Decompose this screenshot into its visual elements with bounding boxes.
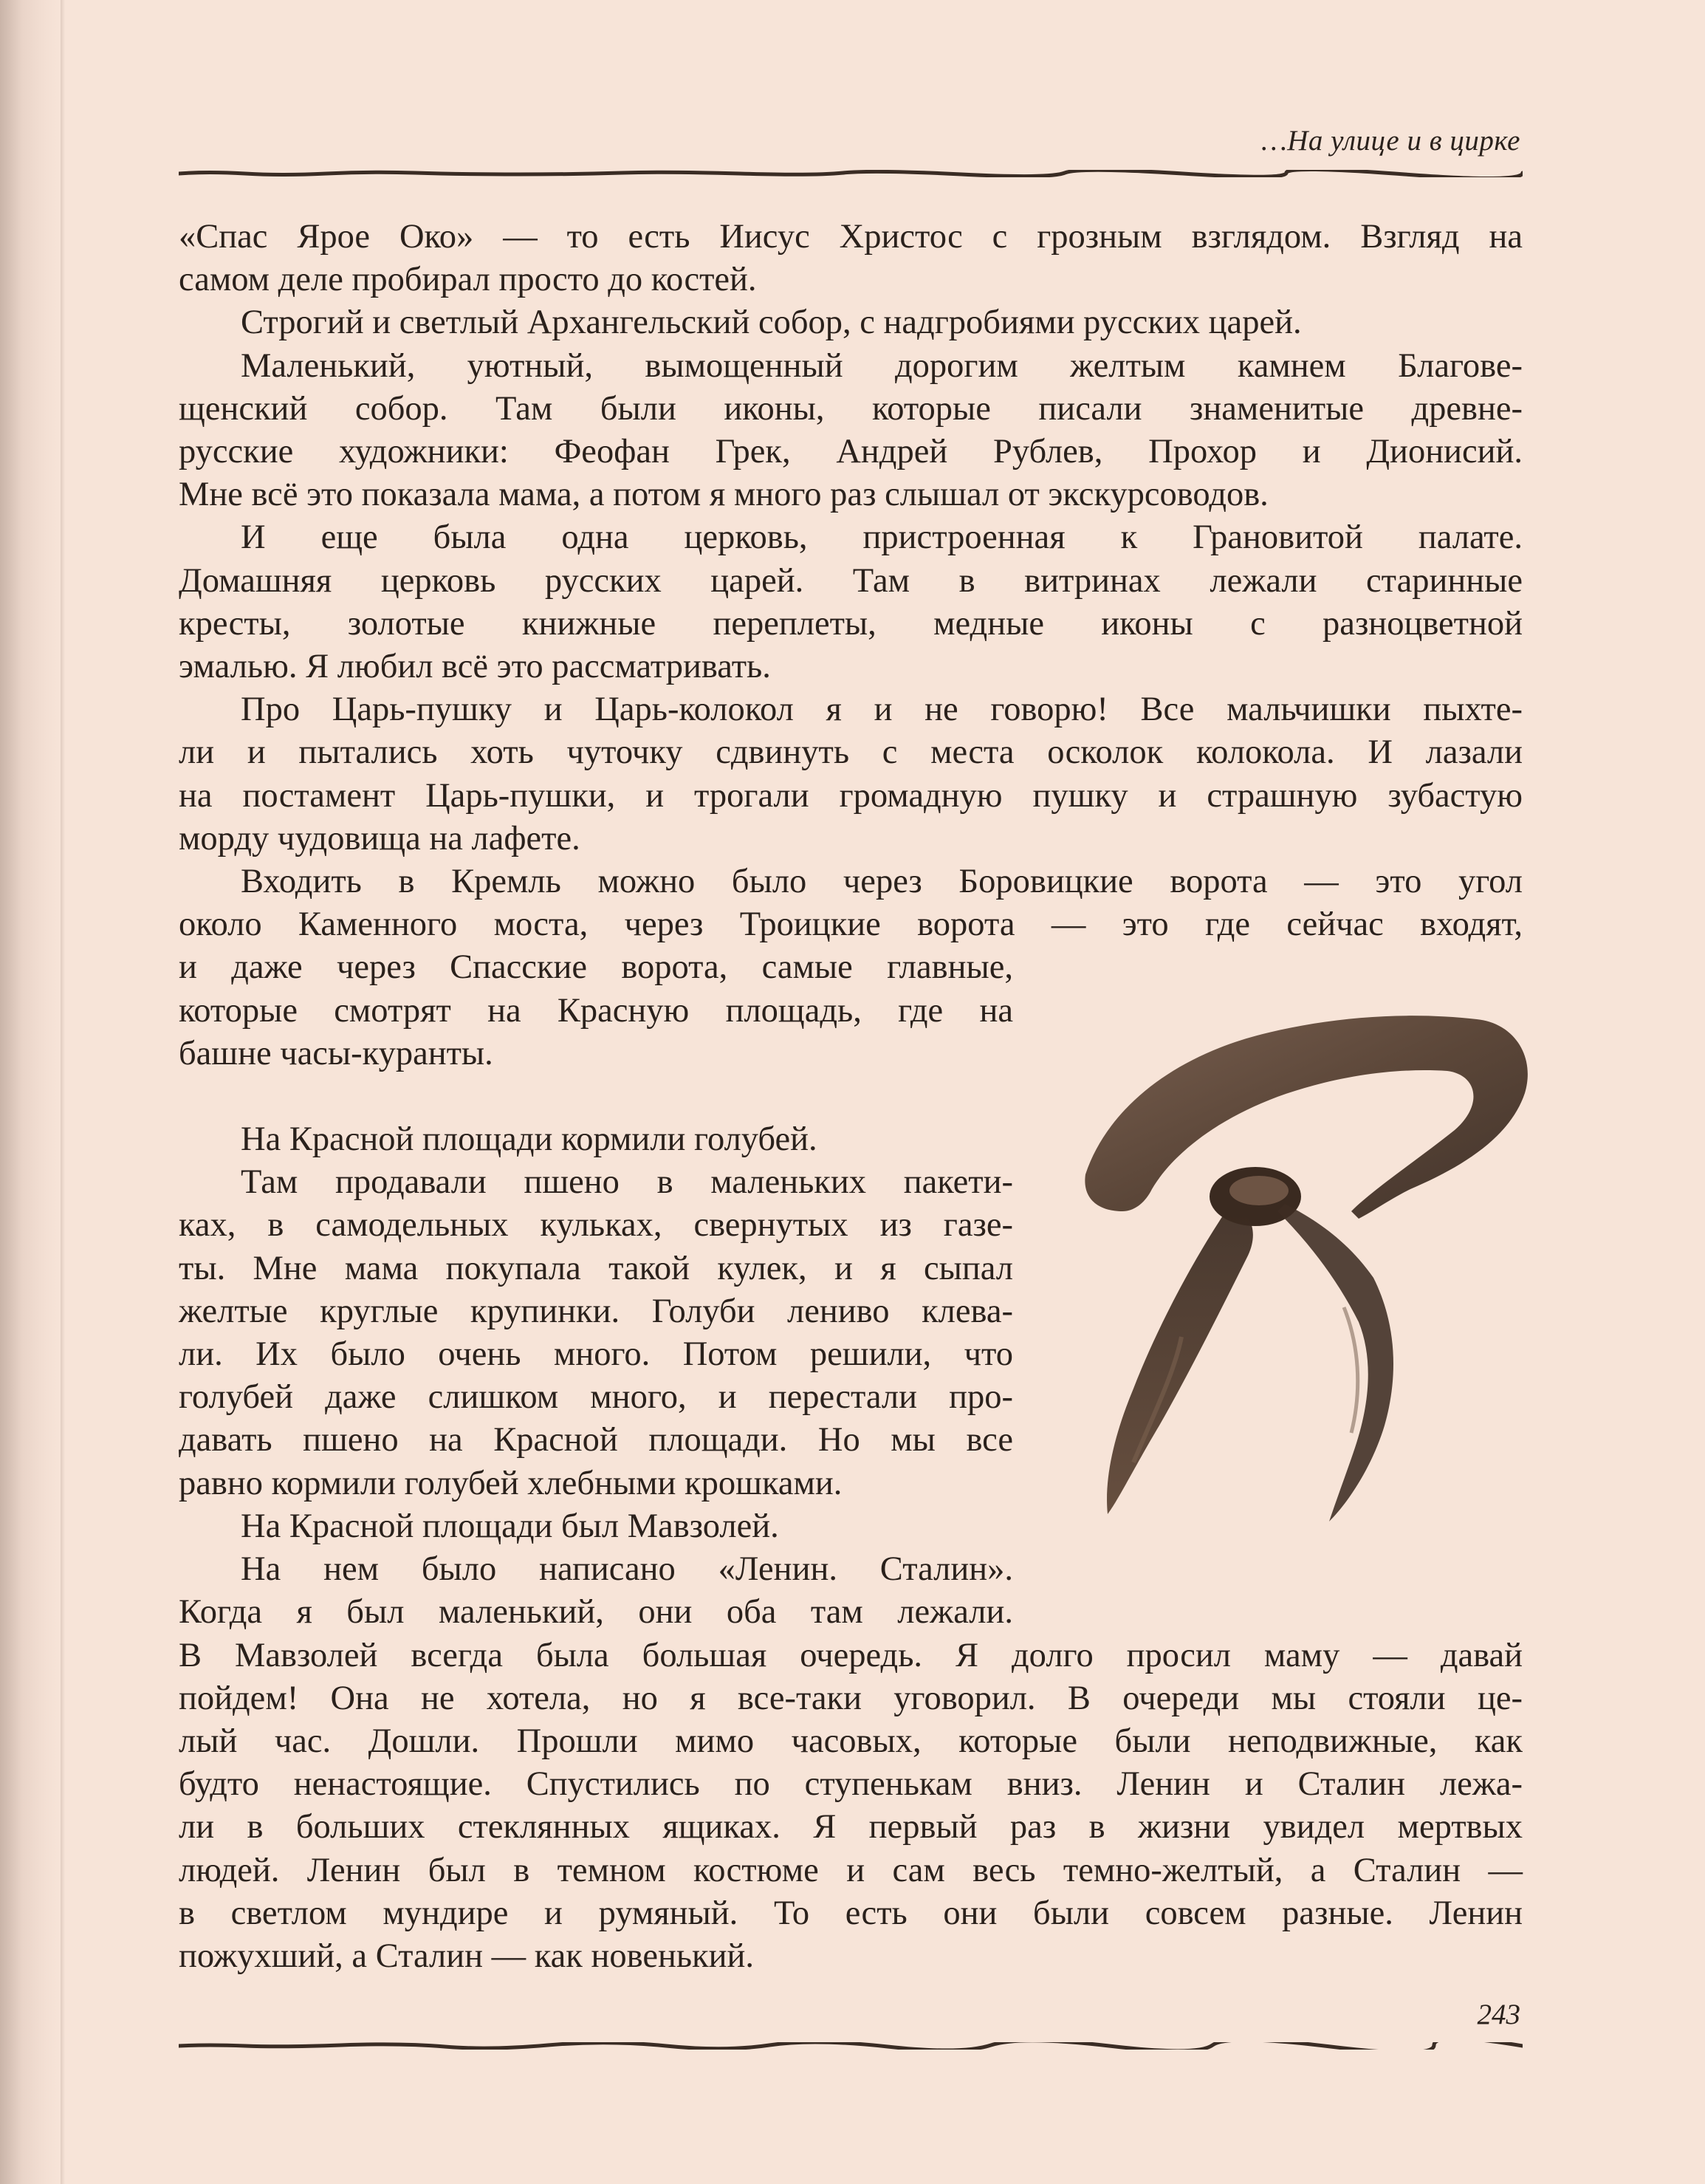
paragraph-8-line-4: желтые круглые крупинки. Голуби лениво клева- (179, 1292, 1013, 1330)
paragraph-8-line-6: голубей даже слишком много, и перестали про- (179, 1378, 1013, 1417)
paragraph-6-line-5: башне часы-куранты. (179, 1034, 493, 1072)
paragraph-10-line-7: ли в больших стеклянных ящиках. Я первый раз в жизни увидел мертвых (179, 1808, 1523, 1846)
paragraph-5-line-4: морду чудовища на лафете. (179, 819, 580, 857)
paragraph-10-line-6: будто ненастоящие. Спустились по ступенькам вниз. Ленин и Сталин лежа- (179, 1765, 1523, 1804)
paragraph-8-line-5: ли. Их было очень много. Потом решили, что (179, 1335, 1013, 1374)
paragraph-4-line-2: Домашняя церковь русских царей. Там в витринах лежали старинные (179, 561, 1523, 600)
paragraph-4-line-1: И еще была одна церковь, пристроенная к Грановитой палате. (241, 518, 1523, 557)
paragraph-10-line-10: пожухший, а Сталин — как новенький. (179, 1937, 755, 1975)
paragraph-4-line-3: кресты, золотые книжные переплеты, медные иконы с разноцветной (179, 604, 1523, 643)
paragraph-8-line-7: давать пшено на Красной площади. Но мы все (179, 1421, 1013, 1459)
running-title: …На улице и в цирке (1261, 125, 1520, 157)
paragraph-6-line-1: Входить в Кремль можно было через Боровицкие ворота — это угол (241, 863, 1523, 901)
paragraph-6-line-3: и даже через Спасские ворота, самые главные, (179, 948, 1013, 987)
paragraph-1-line-1: «Спас Ярое Око» — то есть Иисус Христос с грозным взглядом. Взгляд на (179, 218, 1523, 256)
neckerchief-illustration (1063, 990, 1536, 1581)
paragraph-6-line-4: которые смотрят на Красную площадь, где на (179, 991, 1013, 1030)
paragraph-6-line-2: около Каменного моста, через Троицкие ворота — это где сейчас входят, (179, 906, 1523, 944)
paragraph-7-line-1: На Красной площади кормили голубей. (241, 1120, 817, 1159)
paragraph-8-line-1: Там продавали пшено в маленьких пакети- (241, 1163, 1013, 1202)
paragraph-10-line-2: Когда я был маленький, они оба там лежали. (179, 1593, 1013, 1632)
paragraph-9-line-1: На Красной площади был Мавзолей. (241, 1507, 779, 1545)
paragraph-10-line-3: В Мавзолей всегда была большая очередь. Я долго просил маму — давай (179, 1636, 1523, 1674)
paragraph-8-line-8: равно кормили голубей хлебными крошками. (179, 1464, 843, 1502)
paragraph-4-line-4: эмалью. Я любил всё это рассматривать. (179, 648, 771, 686)
paragraph-5-line-2: ли и пытались хоть чуточку сдвинуть с места осколок колокола. И лазали (179, 733, 1523, 772)
paragraph-10-line-8: людей. Ленин был в темном костюме и сам весь темно-желтый, а Сталин — (179, 1851, 1523, 1889)
paragraph-10-line-1: На нем было написано «Ленин. Сталин». (241, 1550, 1013, 1589)
paragraph-10-line-4: пойдем! Она не хотела, но я все-таки уговорил. В очереди мы стояли це- (179, 1679, 1523, 1717)
paragraph-10-line-9: в светлом мундире и румяный. То есть они были совсем разные. Ленин (179, 1894, 1523, 1932)
paragraph-5-line-3: на постамент Царь-пушки, и трогали громадную пушку и страшную зубастую (179, 776, 1523, 815)
footer-rule (179, 2042, 1523, 2050)
paragraph-2-line-1: Строгий и светлый Архангельский собор, с надгробиями русских царей. (241, 304, 1302, 342)
paragraph-3-line-4: Мне всё это показала мама, а потом я много раз слышал от экскурсоводов. (179, 476, 1269, 514)
paragraph-5-line-1: Про Царь-пушку и Царь-колокол я и не говорю! Все мальчишки пыхте- (241, 691, 1523, 729)
paragraph-10-line-5: лый час. Дошли. Прошли мимо часовых, которые были неподвижные, как (179, 1722, 1523, 1760)
page-number: 243 (1477, 1999, 1520, 2030)
paragraph-3-line-3: русские художники: Феофан Грек, Андрей Рублев, Прохор и Дионисий. (179, 433, 1523, 471)
header-rule (179, 170, 1523, 177)
paragraph-1-line-2: самом деле пробирал просто до костей. (179, 261, 757, 299)
gutter-shadow (61, 0, 65, 2184)
paragraph-8-line-2: ках, в самодельных кульках, свернутых из газе- (179, 1206, 1013, 1245)
book-spine-edge (0, 0, 61, 2184)
paragraph-8-line-3: ты. Мне мама покупала такой кулек, и я сыпал (179, 1249, 1013, 1287)
paragraph-3-line-1: Маленький, уютный, вымощенный дорогим желтым камнем Благове- (241, 346, 1523, 385)
paragraph-3-line-2: щенский собор. Там были иконы, которые писали знаменитые древне- (179, 389, 1523, 428)
